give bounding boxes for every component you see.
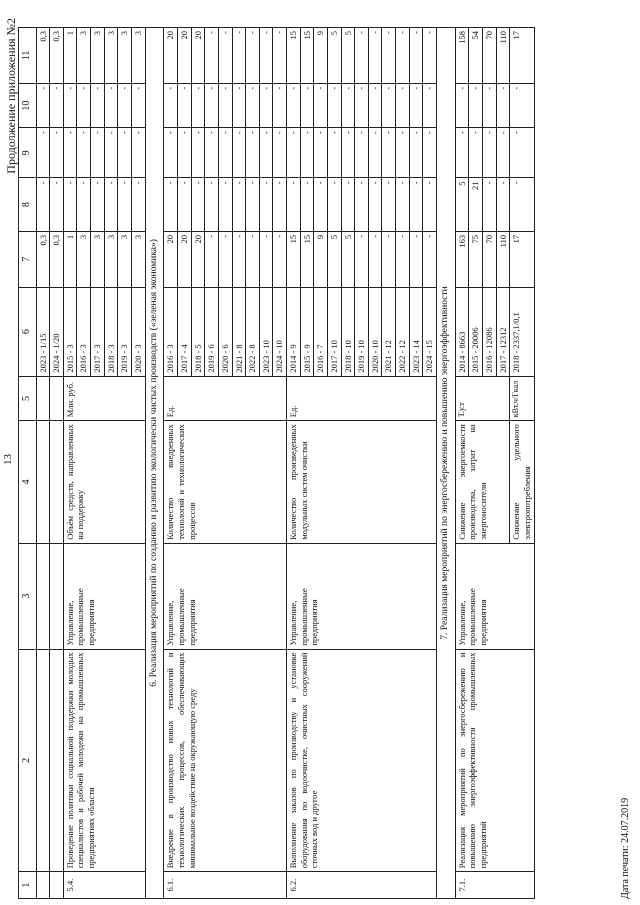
value-cell: -	[510, 83, 534, 128]
column-number-header: 4	[19, 421, 37, 544]
value-cell: 70	[483, 28, 497, 84]
value-cell: -	[341, 83, 355, 128]
value-cell: -	[423, 178, 437, 231]
value-cell: 0,3	[50, 231, 64, 287]
value-cell: -	[368, 83, 382, 128]
value-cell: 5	[341, 231, 355, 287]
empty-cell	[50, 649, 64, 872]
value-cell: -	[469, 128, 483, 178]
section-heading: 6. Реализация мероприятий по созданию и развитию экологически чистых производств («зеленая экономика»)	[145, 28, 164, 899]
value-cell: 17	[510, 28, 534, 84]
program-table	[18, 27, 535, 899]
value-cell: -	[104, 128, 118, 178]
empty-cell	[50, 376, 64, 421]
value-cell: -	[355, 83, 369, 128]
column-number-header: 3	[19, 543, 37, 649]
value-cell: -	[246, 128, 260, 178]
indicator-text: Количество произведенных модульных систем очистки	[287, 421, 437, 544]
value-cell: 5	[327, 28, 341, 84]
value-cell: 15	[287, 28, 301, 84]
value-cell: -	[300, 83, 314, 128]
value-cell: -	[205, 178, 219, 231]
value-cell: -	[91, 128, 105, 178]
value-cell: -	[409, 178, 423, 231]
value-cell: -	[423, 28, 437, 84]
value-cell: 75	[469, 231, 483, 287]
value-cell: -	[232, 128, 246, 178]
column-number-header: 10	[19, 83, 37, 128]
value-cell: -	[118, 83, 132, 128]
measure-text: Выполнение заказов по производству и установке оборудования по водоочистке, очистных сооружений сточных вод и другое	[287, 649, 437, 872]
year-target-cell: 2016 - 3	[164, 287, 178, 376]
value-cell: -	[191, 128, 205, 178]
value-cell: -	[218, 178, 232, 231]
value-cell: -	[327, 83, 341, 128]
value-cell: -	[423, 128, 437, 178]
value-cell: -	[232, 83, 246, 128]
value-cell: -	[300, 128, 314, 178]
value-cell: -	[273, 231, 287, 287]
value-cell: -	[205, 128, 219, 178]
value-cell: -	[131, 178, 145, 231]
year-target-cell: 2017 - 10	[327, 287, 341, 376]
table-row	[455, 28, 469, 899]
value-cell: -	[368, 128, 382, 178]
value-cell: 110	[496, 28, 510, 84]
table-row	[287, 28, 301, 899]
year-target-cell: 2024 - 1/20	[50, 287, 64, 376]
value-cell: -	[314, 83, 328, 128]
value-cell: -	[287, 178, 301, 231]
value-cell: 3	[91, 231, 105, 287]
value-cell: -	[164, 83, 178, 128]
year-target-cell: 2023 - 10	[259, 287, 273, 376]
table-row	[36, 28, 50, 899]
value-cell: -	[50, 128, 64, 178]
value-cell: 15	[287, 231, 301, 287]
value-cell: -	[382, 28, 396, 84]
executor-text: Управление, промышленные предприятия	[287, 543, 437, 649]
year-target-cell: 2020 - 6	[218, 287, 232, 376]
value-cell: -	[232, 28, 246, 84]
value-cell: -	[205, 231, 219, 287]
column-number-header: 7	[19, 231, 37, 287]
table-row	[63, 28, 77, 899]
value-cell: -	[36, 178, 50, 231]
value-cell: 3	[131, 28, 145, 84]
indicator-text: Снижение энергоемкости производства, затрат на энергоносители	[455, 421, 510, 544]
value-cell: -	[327, 178, 341, 231]
year-target-cell: 2019 - 10	[355, 287, 369, 376]
value-cell: 5	[341, 28, 355, 84]
value-cell: -	[300, 178, 314, 231]
year-target-cell: 2016 - 12086	[483, 287, 497, 376]
value-cell: -	[496, 128, 510, 178]
value-cell: -	[409, 231, 423, 287]
page-number: 13	[2, 454, 14, 465]
row-number: 7.1.	[455, 872, 534, 899]
year-target-cell: 2021 - 8	[232, 287, 246, 376]
value-cell: -	[178, 178, 192, 231]
year-target-cell: 2019 - 3	[118, 287, 132, 376]
unit-text: Млн. руб.	[63, 376, 145, 421]
value-cell: 3	[104, 28, 118, 84]
row-number: 6.1.	[164, 872, 287, 899]
year-target-cell: 2023 - 14	[409, 287, 423, 376]
table-row	[145, 28, 164, 899]
value-cell: 3	[131, 231, 145, 287]
value-cell: -	[246, 178, 260, 231]
value-cell: -	[469, 83, 483, 128]
value-cell: 20	[164, 28, 178, 84]
value-cell: -	[396, 231, 410, 287]
value-cell: -	[496, 83, 510, 128]
year-target-cell: 2024 - 15	[423, 287, 437, 376]
value-cell: 54	[469, 28, 483, 84]
year-target-cell: 2019 - 6	[205, 287, 219, 376]
year-target-cell: 2018 - 5	[191, 287, 205, 376]
value-cell: -	[287, 83, 301, 128]
measure-text: Внедрение в производство новых технологий и технологических процессов, обеспечивающих минимальное воздействие на окружающую среду	[164, 649, 287, 872]
unit-text: Т.у.т	[455, 376, 510, 421]
value-cell: -	[218, 128, 232, 178]
value-cell: -	[368, 231, 382, 287]
value-cell: -	[36, 83, 50, 128]
row-number: 5.4.	[63, 872, 145, 899]
row-number: 6.2.	[287, 872, 437, 899]
value-cell: 5	[327, 231, 341, 287]
executor-text: Управление, промышленные предприятия	[455, 543, 534, 649]
print-date: Дата печати: 24.07.2019	[620, 797, 631, 899]
value-cell: -	[205, 28, 219, 84]
empty-cell	[36, 543, 50, 649]
value-cell: -	[77, 128, 91, 178]
value-cell: -	[382, 83, 396, 128]
value-cell: -	[483, 128, 497, 178]
value-cell: -	[396, 128, 410, 178]
value-cell: -	[36, 128, 50, 178]
value-cell: -	[510, 178, 534, 231]
value-cell: 1	[63, 231, 77, 287]
value-cell: 3	[77, 28, 91, 84]
value-cell: 17	[510, 231, 534, 287]
value-cell: -	[91, 83, 105, 128]
value-cell: 3	[91, 28, 105, 84]
value-cell: -	[355, 231, 369, 287]
value-cell: 15	[300, 28, 314, 84]
value-cell: -	[314, 178, 328, 231]
table-row	[436, 28, 455, 899]
value-cell: 3	[118, 231, 132, 287]
year-target-cell: 2016 - 3	[77, 287, 91, 376]
value-cell: -	[164, 178, 178, 231]
indicator-text: Объём средств, направленных на поддержку	[63, 421, 145, 544]
unit-text: Ед.	[287, 376, 437, 421]
value-cell: 163	[455, 231, 469, 287]
value-cell: -	[287, 128, 301, 178]
value-cell: 9	[314, 28, 328, 84]
year-target-cell: 2018 - 3	[104, 287, 118, 376]
value-cell: -	[118, 178, 132, 231]
value-cell: -	[327, 128, 341, 178]
column-number-header: 8	[19, 178, 37, 231]
executor-text: Управление, промышленные предприятия	[164, 543, 287, 649]
value-cell: -	[355, 178, 369, 231]
value-cell: 15	[300, 231, 314, 287]
year-target-cell: 2024 - 10	[273, 287, 287, 376]
value-cell: -	[218, 83, 232, 128]
empty-cell	[36, 421, 50, 544]
unit-text: кВт.ч/Гкал	[510, 376, 534, 421]
value-cell: -	[396, 28, 410, 84]
value-cell: -	[77, 83, 91, 128]
value-cell: -	[409, 128, 423, 178]
column-number-header: 2	[19, 649, 37, 872]
value-cell: 110	[496, 231, 510, 287]
empty-cell	[50, 872, 64, 899]
value-cell: -	[232, 178, 246, 231]
value-cell: -	[382, 178, 396, 231]
value-cell: -	[91, 178, 105, 231]
year-target-cell: 2022 - 12	[396, 287, 410, 376]
unit-text: Ед.	[164, 376, 287, 421]
value-cell: -	[246, 231, 260, 287]
year-target-cell: 2015 - 3	[63, 287, 77, 376]
empty-cell	[50, 421, 64, 544]
table-header	[19, 28, 37, 899]
value-cell: -	[104, 83, 118, 128]
value-cell: 20	[191, 28, 205, 84]
value-cell: -	[355, 128, 369, 178]
value-cell: -	[396, 83, 410, 128]
year-target-cell: 2017 - 4	[178, 287, 192, 376]
value-cell: -	[205, 83, 219, 128]
value-cell: -	[63, 178, 77, 231]
value-cell: -	[63, 128, 77, 178]
value-cell: -	[355, 28, 369, 84]
value-cell: -	[191, 83, 205, 128]
year-target-cell: 2015 - 9	[300, 287, 314, 376]
year-target-cell: 2014 - 8663	[455, 287, 469, 376]
value-cell: 20	[178, 231, 192, 287]
value-cell: -	[259, 231, 273, 287]
value-cell: -	[423, 83, 437, 128]
section-heading: 7. Реализация мероприятий по энергосбережению и повышению энергоэффективности	[436, 28, 455, 899]
value-cell: -	[259, 128, 273, 178]
value-cell: 70	[483, 231, 497, 287]
column-number-header: 11	[19, 28, 37, 84]
value-cell: -	[164, 128, 178, 178]
empty-cell	[36, 872, 50, 899]
value-cell: -	[131, 83, 145, 128]
value-cell: -	[341, 128, 355, 178]
value-cell: 0,3	[36, 28, 50, 84]
column-number-header: 5	[19, 376, 37, 421]
value-cell: -	[259, 178, 273, 231]
value-cell: 21	[469, 178, 483, 231]
value-cell: -	[50, 178, 64, 231]
value-cell: -	[131, 128, 145, 178]
value-cell: -	[178, 83, 192, 128]
value-cell: -	[510, 128, 534, 178]
value-cell: -	[496, 178, 510, 231]
value-cell: -	[218, 231, 232, 287]
year-target-cell: 2017 - 3	[91, 287, 105, 376]
value-cell: -	[104, 178, 118, 231]
value-cell: -	[382, 231, 396, 287]
table-row	[164, 28, 178, 899]
indicator-text: Снижение удельного электропотребления	[510, 421, 534, 544]
value-cell: -	[273, 128, 287, 178]
value-cell: 3	[77, 231, 91, 287]
year-target-cell: 2017 - 12312	[496, 287, 510, 376]
value-cell: 20	[191, 231, 205, 287]
value-cell: -	[455, 128, 469, 178]
indicator-text: Количество внедренных технологий и технологических процессов	[164, 421, 287, 544]
value-cell: 1	[63, 28, 77, 84]
year-target-cell: 2015 - 20006	[469, 287, 483, 376]
value-cell: 20	[178, 28, 192, 84]
table-row	[50, 28, 64, 899]
measure-text: Реализация мероприятий по энергосбережению и повышению энергоэффективности промышленных предприятий	[455, 649, 534, 872]
value-cell: 5	[455, 178, 469, 231]
value-cell: -	[191, 178, 205, 231]
value-cell: -	[368, 178, 382, 231]
value-cell: -	[259, 28, 273, 84]
value-cell: -	[483, 178, 497, 231]
value-cell: -	[455, 83, 469, 128]
value-cell: -	[409, 83, 423, 128]
executor-text: Управление, промышленные предприятия	[63, 543, 145, 649]
value-cell: -	[368, 28, 382, 84]
empty-cell	[36, 376, 50, 421]
year-target-cell: 2021 - 12	[382, 287, 396, 376]
year-target-cell: 2022 - 8	[246, 287, 260, 376]
year-target-cell: 2014 - 9	[287, 287, 301, 376]
value-cell: -	[314, 128, 328, 178]
year-target-cell: 2018 - 10	[341, 287, 355, 376]
empty-cell	[36, 649, 50, 872]
year-target-cell: 2020 - 10	[368, 287, 382, 376]
value-cell: 158	[455, 28, 469, 84]
value-cell: -	[232, 231, 246, 287]
value-cell: -	[341, 178, 355, 231]
value-cell: -	[396, 178, 410, 231]
column-number-header: 9	[19, 128, 37, 178]
value-cell: -	[118, 128, 132, 178]
value-cell: -	[423, 231, 437, 287]
value-cell: 20	[164, 231, 178, 287]
value-cell: 0,3	[50, 28, 64, 84]
value-cell: -	[246, 83, 260, 128]
year-target-cell: 2023 - 1/15	[36, 287, 50, 376]
value-cell: -	[273, 83, 287, 128]
year-target-cell: 2018 - 2337,1/0,1	[510, 287, 534, 376]
value-cell: -	[409, 28, 423, 84]
measure-text: Проведение политики социальной поддержки молодых специалистов и рабочей молодежи на промышленных предприятиях области	[63, 649, 145, 872]
value-cell: 0,3	[36, 231, 50, 287]
value-cell: -	[218, 28, 232, 84]
column-number-header: 1	[19, 872, 37, 899]
value-cell: 3	[118, 28, 132, 84]
year-target-cell: 2016 - 7	[314, 287, 328, 376]
value-cell: -	[77, 178, 91, 231]
value-cell: -	[273, 178, 287, 231]
value-cell: -	[259, 83, 273, 128]
value-cell: -	[273, 28, 287, 84]
value-cell: 3	[104, 231, 118, 287]
value-cell: -	[246, 28, 260, 84]
value-cell: -	[178, 128, 192, 178]
column-number-header: 6	[19, 287, 37, 376]
empty-cell	[50, 543, 64, 649]
value-cell: -	[483, 83, 497, 128]
year-target-cell: 2020 - 3	[131, 287, 145, 376]
value-cell: -	[50, 83, 64, 128]
value-cell: 9	[314, 231, 328, 287]
value-cell: -	[63, 83, 77, 128]
appendix-label: Продолжение приложения №2	[4, 18, 18, 174]
value-cell: -	[382, 128, 396, 178]
